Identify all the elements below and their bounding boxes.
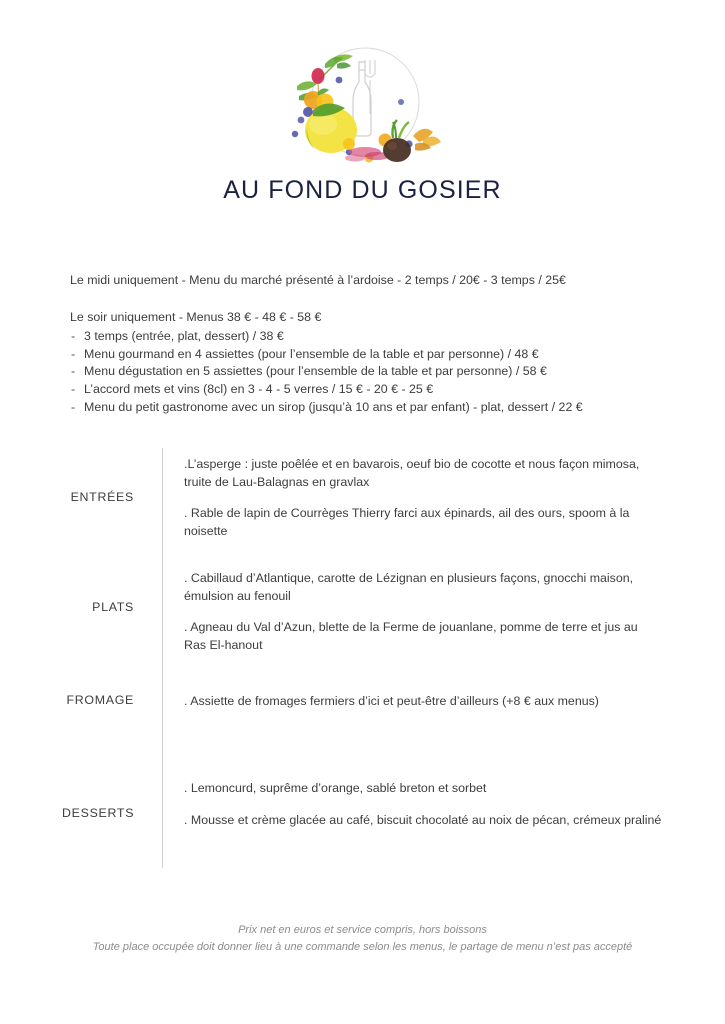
menu-item: . Mousse et crème glacée au café, biscuit chocolaté au noix de pécan, crémeux praliné	[184, 812, 662, 827]
bullet-dash: -	[71, 346, 76, 361]
section-label-fromage: FROMAGE	[66, 693, 134, 707]
bullet-dash: -	[71, 364, 76, 379]
menu-sections	[62, 448, 662, 868]
list-item	[70, 328, 670, 346]
list-item-label: Menu dégustation en 5 assiettes (pour l’ensemble de la table et par personne) / 58 €	[84, 364, 547, 379]
list-item-label: 3 temps (entrée, plat, dessert) / 38 €	[84, 329, 284, 344]
list-item-label: L’accord mets et vins (8cl) en 3 - 4 - 5 verres / 15 € - 20 € - 25 €	[84, 381, 434, 396]
bullet-dash: -	[71, 381, 76, 396]
menu-item: . Rable de lapin de Courrèges Thierry farci aux épinards, ail des ours, spoom à la noisette	[184, 506, 630, 538]
section-items-fromage	[184, 693, 662, 711]
list-item	[70, 381, 670, 399]
footer-line-prices: Prix net en euros et service compris, hors boissons	[238, 924, 487, 936]
au-fond-du-gosier-logo	[273, 40, 453, 175]
section-items-entrees	[184, 456, 662, 540]
menu-section-plats	[62, 570, 662, 654]
menu-item: . Cabillaud d’Atlantique, carotte de Lézignan en plusieurs façons, gnocchi maison, émulsion au fenouil	[184, 571, 634, 603]
bullet-dash: -	[71, 329, 76, 344]
lunch-menu-line: Le midi uniquement - Menu du marché présenté à l’ardoise - 2 temps / 20€ - 3 temps / 25€	[70, 273, 566, 287]
list-item	[70, 346, 670, 364]
menu-item: . Agneau du Val d’Azun, blette de la Ferme de jouanlane, pomme de terre et jus au Ras El-hanout	[184, 620, 638, 652]
dinner-menu-list	[70, 328, 670, 416]
list-item-label: Menu gourmand en 4 assiettes (pour l’ensemble de la table et par personne) / 48 €	[84, 346, 539, 361]
list-item-label: Menu du petit gastronome avec un sirop (jusqu’à 10 ans et par enfant) - plat, dessert / 22 €	[84, 399, 583, 414]
menu-section-fromage	[62, 693, 662, 711]
list-item	[70, 399, 670, 417]
section-label-plats: PLATS	[92, 600, 134, 614]
section-label-entrees: ENTRÉES	[70, 490, 134, 504]
footer-notes	[0, 922, 725, 956]
intro-block	[70, 272, 670, 416]
menu-section-desserts	[62, 780, 662, 829]
beet-icon	[383, 138, 411, 162]
menu-item: . Assiette de fromages fermiers d’ici et peut-être d’ailleurs (+8 € aux menus)	[184, 694, 599, 708]
menu-item: .L’asperge : juste poêlée et en bavarois, oeuf bio de cocotte et nous façon mimosa, truite de Lau-Balagnas en gravlax	[184, 457, 640, 489]
menu-section-entrees	[62, 456, 662, 540]
section-items-desserts	[184, 780, 662, 829]
page-title: AU FOND DU GOSIER	[223, 176, 502, 204]
logo-container	[0, 40, 725, 175]
radish-icon	[311, 68, 324, 84]
menu-item: . Lemoncurd, suprême d’orange, sablé breton et sorbet	[184, 781, 487, 795]
dinner-menu-heading: Le soir uniquement - Menus 38 € - 48 € - 58 €	[70, 309, 322, 324]
footer-line-policy: Toute place occupée doit donner lieu à une commande selon les menus, le partage de menu n’est pas accepté	[92, 941, 633, 953]
list-item	[70, 363, 670, 381]
section-items-plats	[184, 570, 662, 654]
bullet-dash: -	[71, 399, 76, 414]
fork-icon	[365, 60, 375, 114]
section-label-desserts: DESSERTS	[62, 806, 135, 820]
